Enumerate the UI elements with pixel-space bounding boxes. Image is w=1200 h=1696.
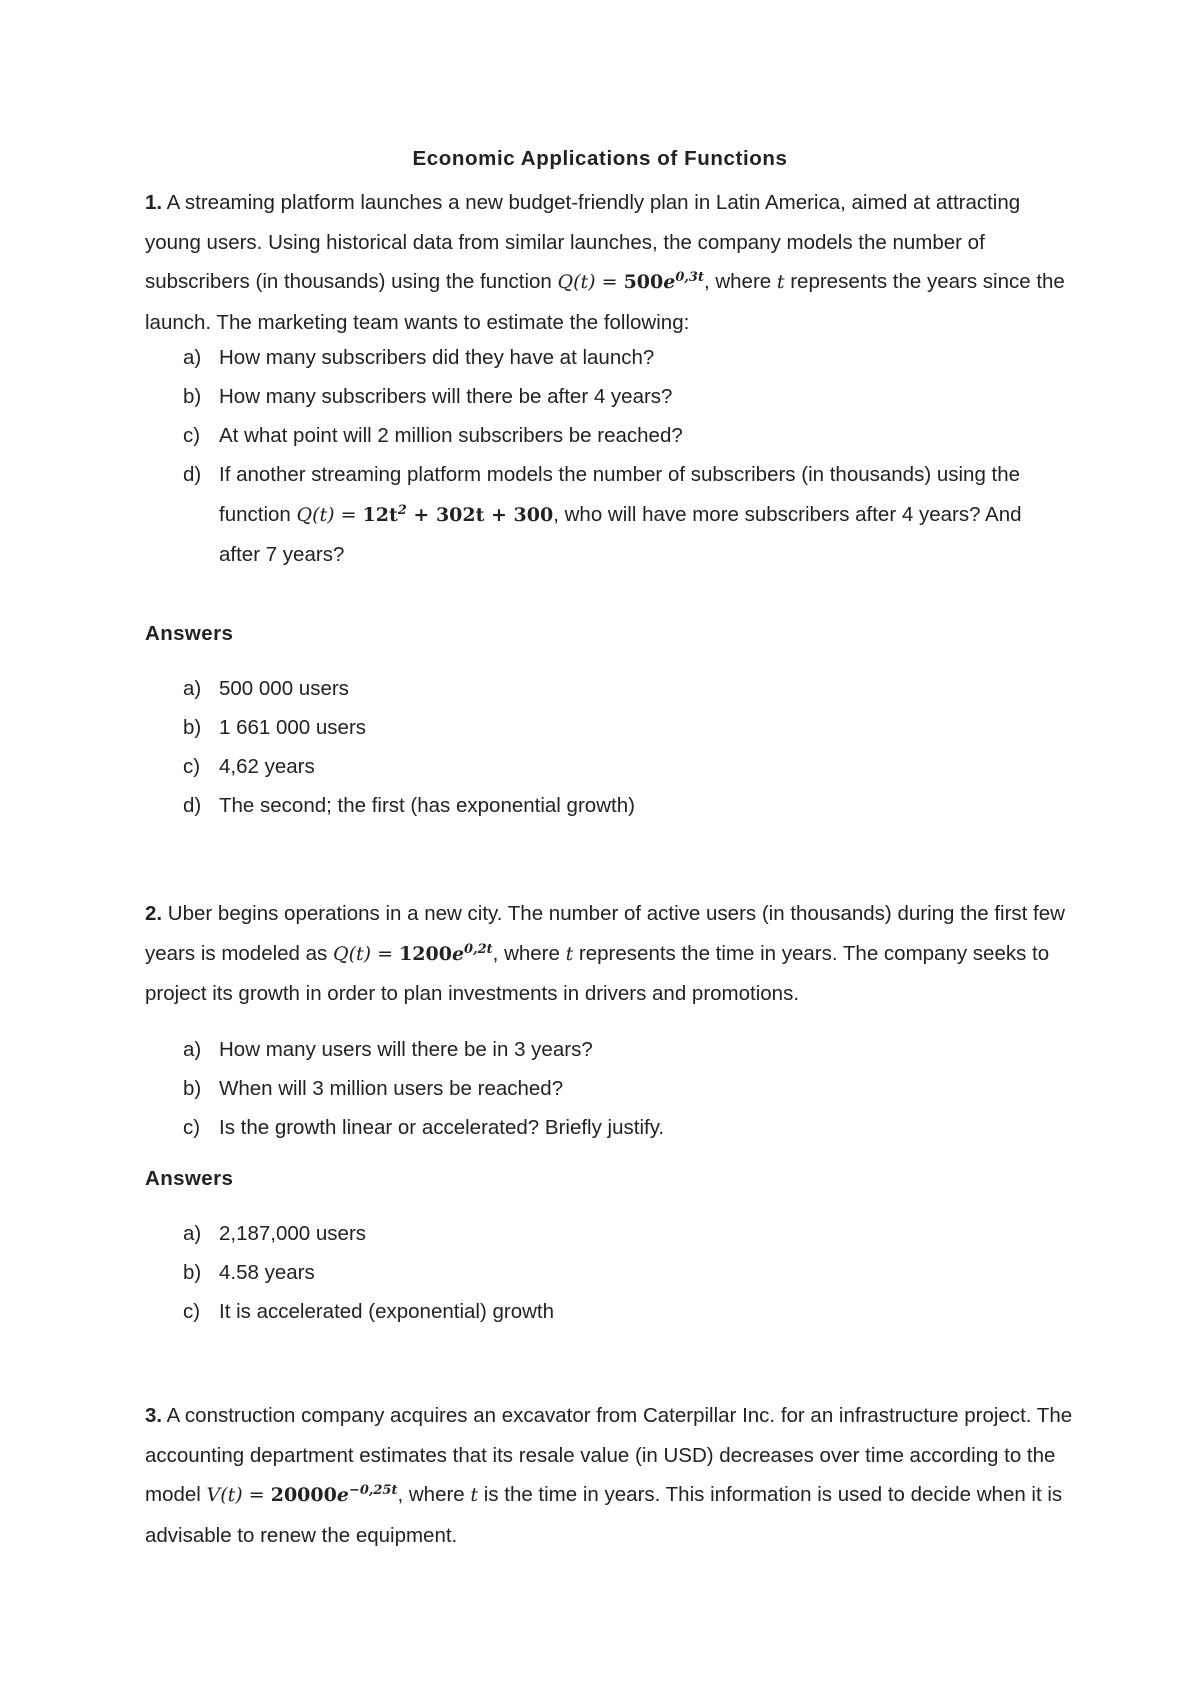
answer-text: 4,62 years xyxy=(219,755,315,778)
question-text: How many users will there be in 3 years? xyxy=(219,1038,593,1061)
list-item xyxy=(180,669,1080,708)
list-marker: b) xyxy=(183,1261,202,1284)
list-marker: a) xyxy=(183,346,202,369)
answer-text: 500 000 users xyxy=(219,677,349,700)
formula xyxy=(297,504,554,526)
problem-number: 1. xyxy=(145,191,163,214)
list-item xyxy=(180,786,1080,825)
problem-text: A construction company acquires an excavator from Caterpillar Inc. for an infrastructure project. The accounting department estimates that its resale value (in USD) decreases over time according to the model xyxy=(145,1404,1073,1506)
question-text: Is the growth linear or accelerated? Briefly justify. xyxy=(219,1116,665,1139)
formula-lhs: Q(t) = xyxy=(333,942,400,965)
formula-lhs: Q(t) = xyxy=(557,271,624,293)
formula-base: e xyxy=(663,271,676,293)
page-title: Economic Applications of Functions xyxy=(412,147,788,170)
problem-text: , where xyxy=(492,941,566,965)
variable: t xyxy=(776,271,785,293)
problem-2-statement xyxy=(145,894,1075,1014)
list-item xyxy=(180,1214,1080,1253)
problem-text: represents the years since the launch. The marketing team wants to estimate the following: xyxy=(145,270,1065,334)
formula-coefficient: 500 xyxy=(623,271,664,293)
list-item xyxy=(180,455,1080,575)
list-marker: b) xyxy=(183,385,202,408)
formula-exponent: 2 xyxy=(397,502,407,518)
list-marker: b) xyxy=(183,716,202,739)
problem-text: , where xyxy=(703,270,777,293)
list-item xyxy=(180,416,1080,455)
list-item xyxy=(180,377,1080,416)
answers-heading: Answers xyxy=(145,622,234,645)
question-text: How many subscribers will there be after 4 years? xyxy=(219,385,673,408)
formula-exponent: −0,25t xyxy=(348,1482,398,1498)
list-marker: d) xyxy=(183,794,202,817)
question-text: At what point will 2 million subscribers be reached? xyxy=(219,424,683,447)
formula-lhs: V(t) = xyxy=(206,1484,271,1506)
list-item xyxy=(180,1069,1080,1108)
problem-1-questions xyxy=(180,338,1080,575)
list-marker: a) xyxy=(183,677,202,700)
formula-exponent: 0,3t xyxy=(675,269,704,285)
problem-number: 3. xyxy=(145,1404,163,1427)
question-text: How many subscribers did they have at launch? xyxy=(219,346,655,369)
list-marker: a) xyxy=(183,1222,202,1245)
answer-text: 4.58 years xyxy=(219,1261,315,1284)
formula-base: e xyxy=(451,942,465,965)
problem-3-statement xyxy=(145,1396,1075,1555)
variable: t xyxy=(470,1484,479,1506)
problem-1-answers xyxy=(180,669,1080,825)
question-text: If another streaming platform models the number of subscribers (in thousands) using the function xyxy=(219,463,1021,526)
list-marker: c) xyxy=(183,1116,201,1139)
problem-text: , where xyxy=(397,1483,471,1506)
formula xyxy=(558,271,704,293)
problem-2-answers xyxy=(180,1214,1080,1331)
formula-term: + 302t + 300 xyxy=(406,503,554,526)
problem-number: 2. xyxy=(145,902,163,925)
answers-heading: Answers xyxy=(145,1167,234,1190)
list-item xyxy=(180,338,1080,377)
formula-base: e xyxy=(336,1484,349,1506)
problem-text: A streaming platform launches a new budget-friendly plan in Latin America, aimed at attracting young users. Using historical data from similar launches, the company models the number of subscribers (in thousands) using the function xyxy=(145,191,1021,293)
list-item xyxy=(180,708,1080,747)
formula-exponent: 0,2t xyxy=(464,941,493,957)
problem-2-questions xyxy=(180,1030,1080,1147)
problem-text: represents the time in years. The company seeks to project its growth in order to plan investments in drivers and promotions. xyxy=(145,941,1050,1005)
formula-lhs: Q(t) = xyxy=(296,503,363,526)
formula-term: 12t xyxy=(362,503,398,526)
list-marker: c) xyxy=(183,1300,201,1323)
formula xyxy=(333,943,493,965)
answer-text: The second; the first (has exponential growth) xyxy=(219,794,635,817)
variable: t xyxy=(565,942,574,965)
formula-coefficient: 1200 xyxy=(399,942,452,965)
formula xyxy=(207,1484,398,1506)
list-item xyxy=(180,1292,1080,1331)
list-item xyxy=(180,1108,1080,1147)
problem-text: Uber begins operations in a new city. The number of active users (in thousands) during the first few years is modeled as xyxy=(145,902,1065,965)
question-text: , who will have more subscribers after 4 years? And after 7 years? xyxy=(219,502,1022,566)
question-text: When will 3 million users be reached? xyxy=(219,1077,564,1100)
list-marker: c) xyxy=(183,424,201,447)
list-marker: a) xyxy=(183,1038,202,1061)
list-item xyxy=(180,1030,1080,1069)
list-item xyxy=(180,747,1080,786)
formula-coefficient: 20000 xyxy=(270,1484,337,1506)
list-marker: c) xyxy=(183,755,201,778)
list-marker: b) xyxy=(183,1077,202,1100)
problem-text: is the time in years. This information is used to decide when it is advisable to renew the equipment. xyxy=(145,1483,1063,1547)
answer-text: It is accelerated (exponential) growth xyxy=(219,1300,555,1323)
answer-text: 2,187,000 users xyxy=(219,1222,367,1245)
list-marker: d) xyxy=(183,463,202,486)
answer-text: 1 661 000 users xyxy=(219,716,367,739)
problem-1-statement xyxy=(145,183,1075,342)
list-item xyxy=(180,1253,1080,1292)
